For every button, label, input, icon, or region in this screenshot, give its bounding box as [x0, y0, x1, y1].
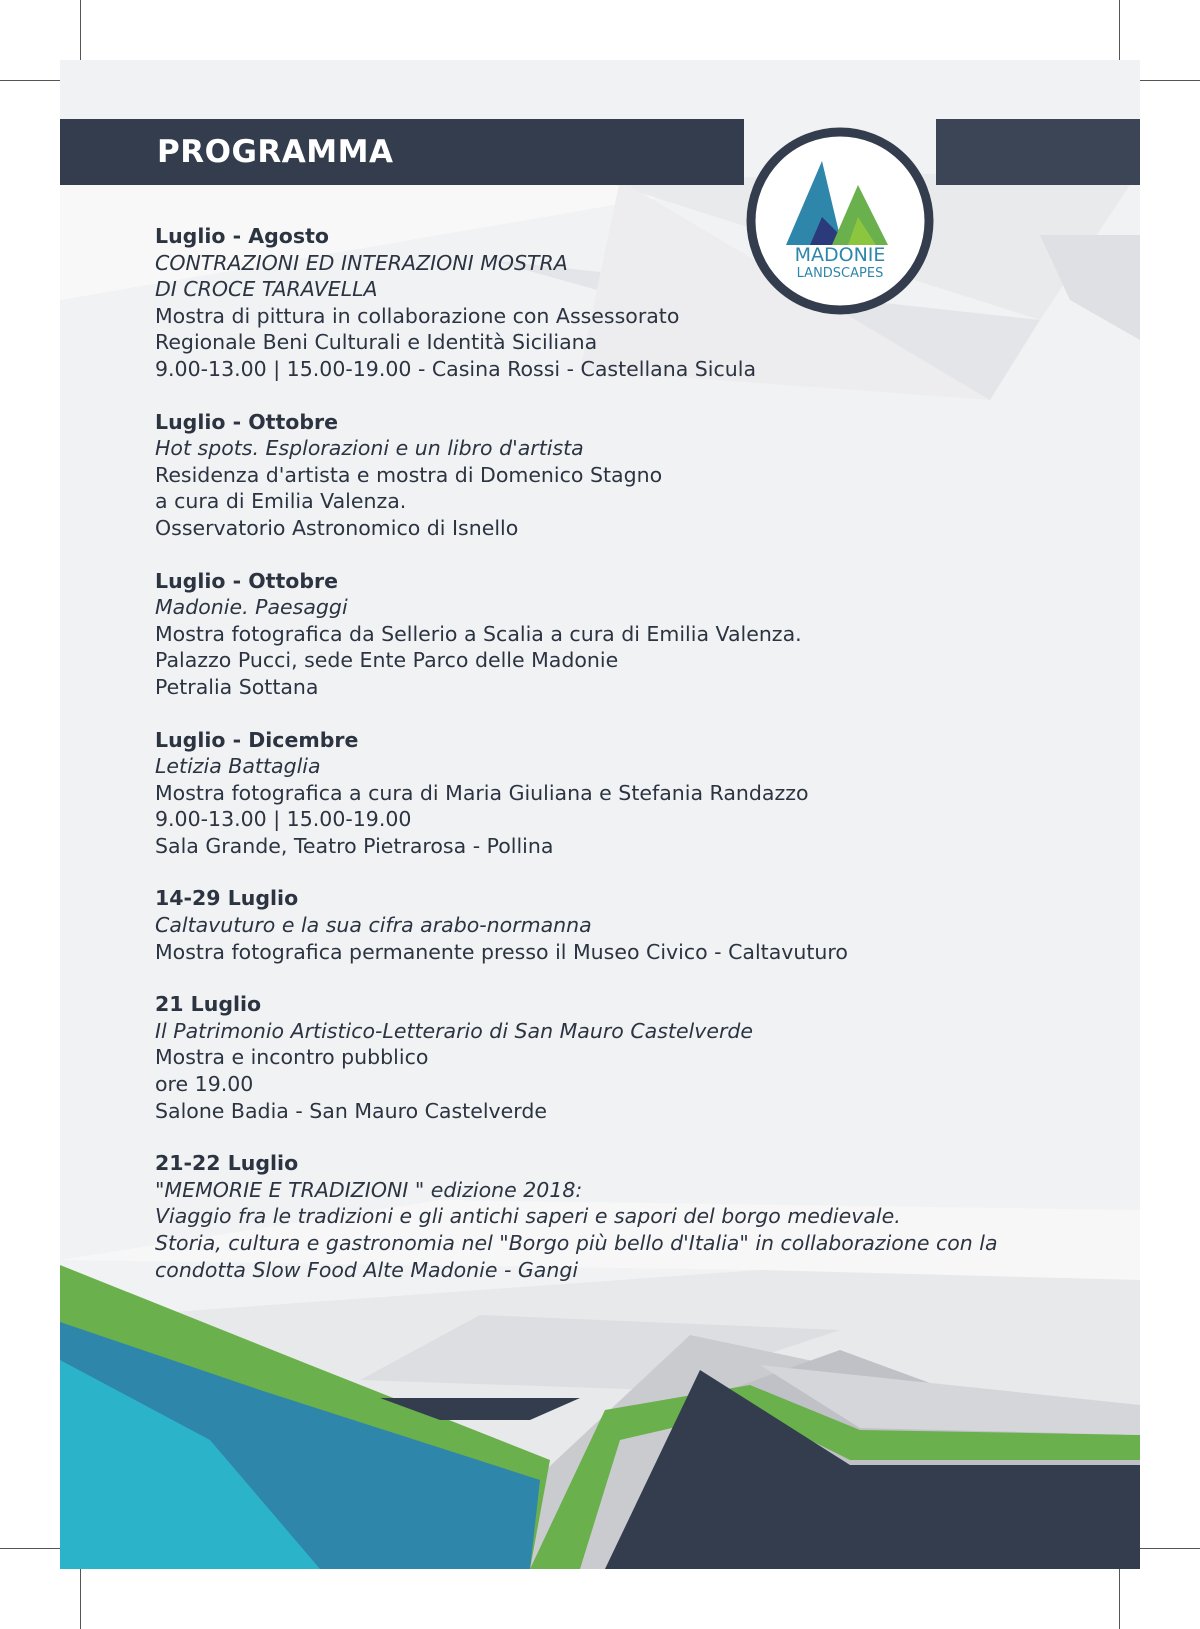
program-list: [155, 223, 1115, 1309]
program-event: [155, 409, 1115, 542]
event-detail-line: 9.00-13.00 | 15.00-19.00 - Casina Rossi - Castellana Sicula: [155, 356, 757, 381]
event-title-line: DI CROCE TARAVELLA: [155, 277, 378, 302]
flyer-page: [60, 60, 1140, 1569]
event-date: 21-22 Luglio: [155, 1151, 299, 1176]
event-detail-line: 9.00-13.00 | 15.00-19.00: [155, 807, 412, 832]
event-date: Luglio - Ottobre: [155, 568, 339, 593]
event-detail-line: Regionale Beni Culturali e Identità Siciliana: [155, 330, 598, 355]
event-detail-line: Mostra fotografica a cura di Maria Giuliana e Stefania Randazzo: [155, 780, 809, 805]
event-detail-line: Mostra e incontro pubblico: [155, 1045, 429, 1070]
event-title-line: Hot spots. Esplorazioni e un libro d'artista: [155, 436, 584, 461]
event-date: Luglio - Agosto: [155, 224, 329, 248]
program-event: [155, 991, 1115, 1124]
logo-line2: LANDSCAPES: [796, 266, 884, 281]
event-detail-line: Salone Badia - San Mauro Castelverde: [155, 1098, 547, 1123]
event-date: 14-29 Luglio: [155, 886, 299, 911]
event-detail-line: Mostra fotografica permanente presso il Museo Civico - Caltavuturo: [155, 939, 848, 964]
event-title-line: Madonie. Paesaggi: [155, 595, 348, 620]
event-detail-line: a cura di Emilia Valenza.: [155, 489, 407, 514]
program-event: [155, 727, 1115, 860]
event-detail-line: Petralia Sottana: [155, 674, 319, 699]
program-event: [155, 1150, 1115, 1283]
event-date: Luglio - Dicembre: [155, 727, 359, 752]
event-title-line: Letizia Battaglia: [155, 754, 321, 779]
crop-mark-top-left-h: [0, 80, 64, 81]
program-event: [155, 885, 1115, 965]
event-date: Luglio - Ottobre: [155, 409, 339, 434]
logo-line1: MADONIE: [794, 244, 886, 266]
event-title-line: CONTRAZIONI ED INTERAZIONI MOSTRA: [155, 250, 568, 275]
event-title-line: "MEMORIE E TRADIZIONI " edizione 2018:: [155, 1177, 583, 1202]
program-event: [155, 223, 1115, 383]
event-detail-line: Residenza d'artista e mostra di Domenico Stagno: [155, 462, 663, 487]
crop-mark-top-right-v: [1119, 0, 1120, 64]
page-title: PROGRAMMA: [157, 134, 394, 170]
event-detail-line: Sala Grande, Teatro Pietrarosa - Pollina: [155, 833, 554, 858]
event-date: 21 Luglio: [155, 992, 262, 1017]
event-title-line: Caltavuturo e la sua cifra arabo-normanna: [155, 913, 592, 938]
event-title-line: Storia, cultura e gastronomia nel "Borgo più bello d'Italia" in collaborazione con la: [155, 1231, 998, 1255]
event-detail-line: Mostra fotografica da Sellerio a Scalia a cura di Emilia Valenza.: [155, 621, 802, 646]
event-title-line: Viaggio fra le tradizioni e gli antichi saperi e sapori del borgo medievale.: [155, 1204, 901, 1229]
event-title-line: Il Patrimonio Artistico-Letterario di San Mauro Castelverde: [155, 1018, 754, 1043]
crop-mark-bottom-left-h: [0, 1548, 64, 1549]
crop-mark-top-right-h: [1136, 80, 1200, 81]
header-bar-right: [936, 119, 1140, 185]
event-detail-line: Osservatorio Astronomico di Isnello: [155, 515, 519, 540]
event-title-line: condotta Slow Food Alte Madonie - Gangi: [155, 1257, 579, 1282]
event-detail-line: ore 19.00: [155, 1072, 254, 1097]
crop-mark-bottom-right-h: [1136, 1548, 1200, 1549]
crop-mark-bottom-left-v: [80, 1565, 81, 1629]
event-detail-line: Mostra di pittura in collaborazione con Assessorato: [155, 303, 680, 328]
event-detail-line: Palazzo Pucci, sede Ente Parco delle Madonie: [155, 648, 619, 673]
crop-mark-top-left-v: [80, 0, 81, 64]
program-event: [155, 568, 1115, 701]
crop-mark-bottom-right-v: [1119, 1565, 1120, 1629]
